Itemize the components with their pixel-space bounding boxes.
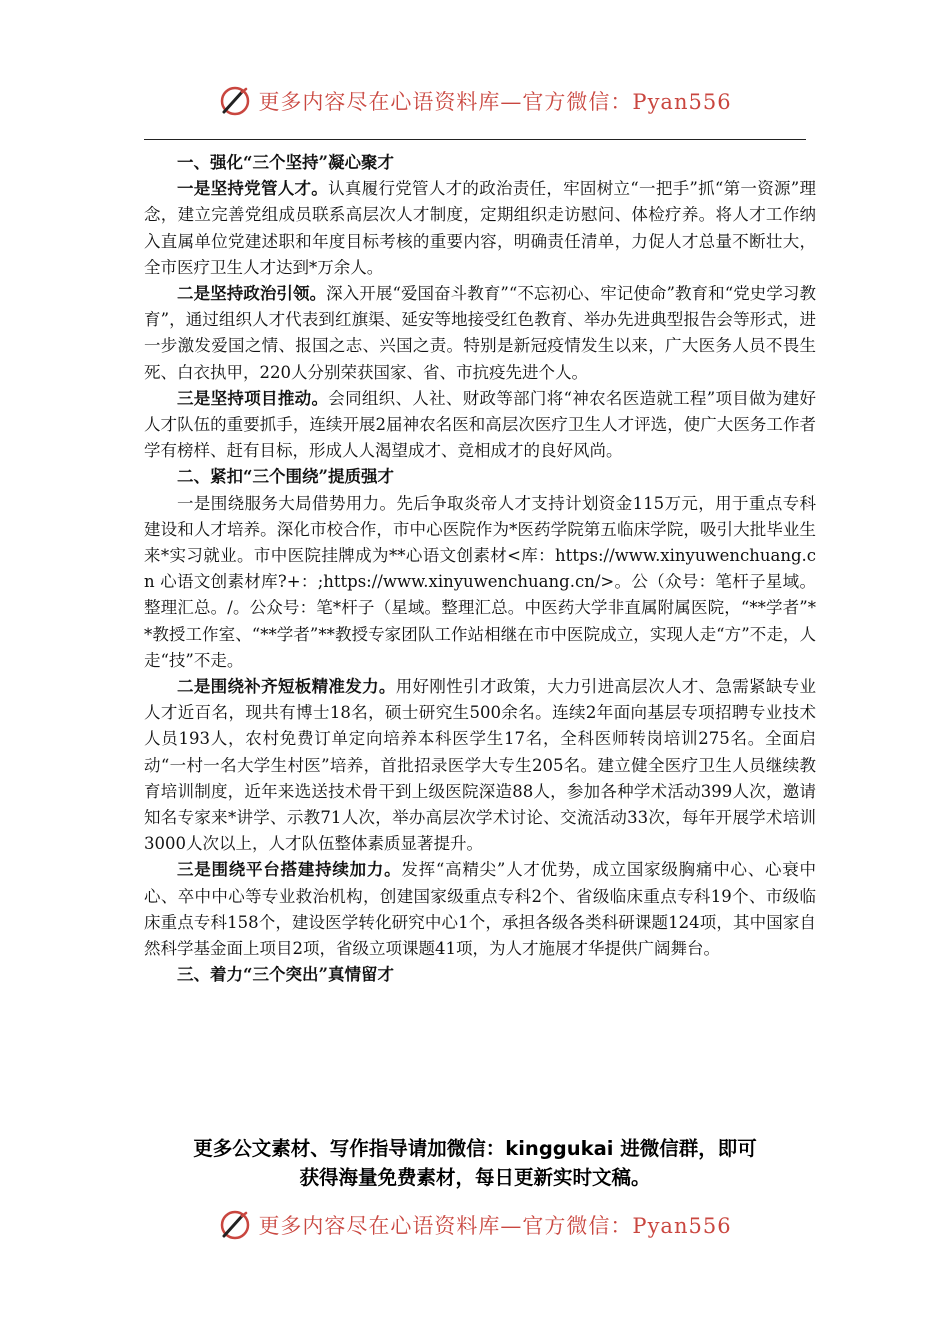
header-banner — [0, 84, 950, 118]
paragraph-2 — [144, 281, 816, 386]
document-body — [144, 150, 816, 989]
paragraph-3 — [144, 386, 816, 465]
paragraph-5-lead: 二是围绕补齐短板精准发力。 — [177, 677, 396, 697]
footer-banner-text: 更多内容尽在心语资料库—官方微信：Pyan556 — [258, 1214, 732, 1238]
paragraph-5-text: 用好刚性引才政策，大力引进高层次人才、急需紧缺专业人才近百名，现共有博士18名，硕士研究生500余名。连续2年面向基层专项招聘专业技术人员193人，农村免费订单定向培养本科医学生17名，全科医师转岗培训275名。全面启动“一村一名大学生村医”培养，首批招录医学大专生205名。建立健全医疗卫生人员继续教育培训制度，近年来选送技术骨干到上级医院深造88人，参加各种学术活动399人次，邀请知名专家来*讲学、示教71人次，举办高层次学术讨论、交流活动33次，每年开展学术培训3000人次以上，人才队伍整体素质显著提升。 — [144, 677, 817, 854]
header-divider — [144, 139, 806, 140]
paragraph-3-text: 会同组织、人社、财政等部门将“神农名医造就工程”项目做为建好人才队伍的重要抓手，连续开展2届神农名医和高层次医疗卫生人才评选，使广大医务工作者学有榜样、赶有目标，形成人人渴望成才、竞相成才的良好风尚。 — [144, 388, 817, 461]
section-heading-1: 一、强化“三个坚持”凝心聚才 — [177, 153, 394, 172]
paragraph-6 — [144, 857, 816, 962]
section-heading-2: 二、紧扣“三个围绕”提质强才 — [177, 467, 394, 487]
promo-line-1: 更多公文素材、写作指导请加微信：kinggukai 进微信群，即可 — [193, 1137, 757, 1160]
paragraph-4: 一是围绕服务大局借势用力。先后争取炎帝人才支持计划资金115万元，用于重点专科建设和人才培养。深化市校合作，市中心医院作为*医药学院第五临床学院，吸引大批毕业生来*实习就业。市中医院挂牌成为**心语文创素材<库：https://www.xinyuwenchuang.cn 心语文创素材库?+：;https://www.xinyuwenchuang.cn/>。公（众号：笔杆子星域。整理汇总。/。公众号：笔*杆子（星域。整理汇总。中医药大学非直属附属医院，“**学者”**教授工作室、“**学者”**教授专家团队工作站相继在市中医院成立，实现人走“方”不走，人走“技”不走。 — [144, 493, 816, 670]
paragraph-6-lead: 三是围绕平台搭建持续加力。 — [177, 860, 402, 880]
paragraph-1 — [144, 176, 816, 281]
promo-line-2: 获得海量免费素材，每日更新实时文稿。 — [299, 1166, 651, 1189]
paragraph-1-text: 认真履行党管人才的政治责任，牢固树立“一把手”抓“第一资源”理念，建立完善党组成员联系高层次人才制度，定期组织走访慰问、体检疗养。将人才工作纳入直属单位党建述职和年度目标考核的重要内容，明确责任清单，力促人才总量不断壮大，全市医疗卫生人才达到*万余人。 — [144, 179, 817, 277]
paragraph-5 — [144, 674, 816, 857]
paragraph-1-lead: 一是坚持党管人才。 — [177, 179, 329, 199]
header-banner-text: 更多内容尽在心语资料库—官方微信：Pyan556 — [258, 90, 732, 114]
footer-banner — [0, 1208, 950, 1242]
paragraph-2-lead: 二是坚持政治引领。 — [177, 284, 327, 304]
promo-notice — [0, 1134, 950, 1192]
section-heading-3: 三、着力“三个突出”真情留才 — [177, 965, 394, 985]
pen-logo-icon — [218, 84, 252, 118]
pen-logo-icon — [218, 1208, 252, 1242]
paragraph-3-lead: 三是坚持项目推动。 — [177, 388, 329, 408]
paragraph-6-text: 发挥“高精尖”人才优势，成立国家级胸痛中心、心衰中心、卒中中心等专业救治机构，创建国家级重点专科2个、省级临床重点专科19个、市级临床重点专科158个，建设医学转化研究中心1个，承担各级各类科研课题124项，其中国家自然科学基金面上项目2项，省级立项课题41项，为人才施展才华提供广阔舞台。 — [144, 860, 817, 959]
paragraph-2-text: 深入开展“爱国奋斗教育”“不忘初心、牢记使命”教育和“党史学习教育”，通过组织人才代表到红旗渠、延安等地接受红色教育、举办先进典型报告会等形式，进一步激发爱国之情、报国之志、兴国之责。特别是新冠疫情发生以来，广大医务人员不畏生死、白衣执甲，220人分别荣获国家、省、市抗疫先进个人。 — [144, 284, 816, 382]
